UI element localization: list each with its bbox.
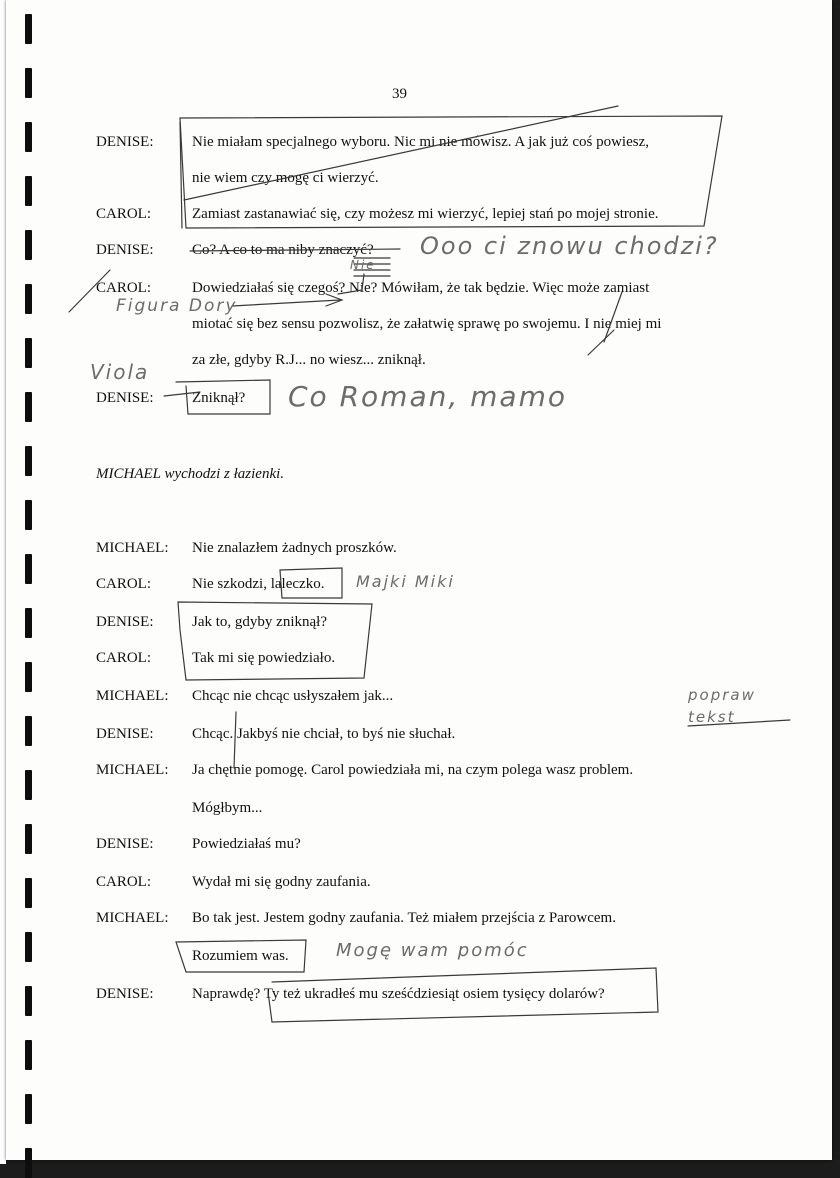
handwritten-note: Viola	[90, 360, 150, 384]
dialogue-line: Co? A co to ma niby znaczyć?	[192, 242, 374, 258]
speaker-label: MICHAEL:	[96, 688, 169, 704]
dialogue-line: Nie znalazłem żadnych proszków.	[192, 540, 397, 556]
dialogue-line: Chcąc. Jakbyś nie chciał, to byś nie słuchał.	[192, 726, 456, 742]
dialogue-line: Tak mi się powiedziało.	[192, 650, 336, 666]
speaker-label: CAROL:	[96, 576, 152, 592]
stage-direction: MICHAEL wychodzi z łazienki.	[96, 466, 285, 482]
speaker-label: CAROL:	[96, 874, 152, 890]
speaker-label: DENISE:	[96, 134, 154, 150]
handwritten-note: Majki Miki	[356, 572, 455, 591]
speaker-label: DENISE:	[96, 242, 154, 258]
handwritten-note: popraw tekst	[688, 686, 756, 726]
dialogue-line: miotać się bez sensu pozwolisz, że załatwię sprawę po swojemu. I nie miej mi	[192, 316, 662, 332]
speaker-label: CAROL:	[96, 280, 152, 296]
speaker-label: CAROL:	[96, 206, 152, 222]
dialogue-line: Jak to, gdyby zniknął?	[192, 614, 327, 630]
speaker-label: CAROL:	[96, 650, 152, 666]
dialogue-line: Zamiast zastanawiać się, czy możesz mi wierzyć, lepiej stań po mojej stronie.	[192, 206, 659, 222]
dialogue-line: Nie miałam specjalnego wyboru. Nic mi nie mówisz. A jak już coś powiesz,	[192, 134, 649, 150]
handwritten-note: Co Roman, mamo	[288, 380, 567, 413]
dialogue-line: Chcąc nie chcąc usłyszałem jak...	[192, 688, 394, 704]
dialogue-line: Bo tak jest. Jestem godny zaufania. Też miałem przejścia z Parowcem.	[192, 910, 616, 926]
speaker-label: DENISE:	[96, 726, 154, 742]
handwritten-note: Ooo ci znowu chodzi?	[420, 232, 719, 260]
speaker-label: DENISE:	[96, 390, 154, 406]
handwritten-note: Nie	[350, 258, 376, 272]
speaker-label: DENISE:	[96, 614, 154, 630]
dialogue-line: za złe, gdyby R.J... no wiesz... zniknął.	[192, 352, 426, 368]
dialogue-line: Dowiedziałaś się czegoś? Nie? Mówiłam, że tak będzie. Więc może zamiast	[192, 280, 650, 296]
dialogue-line: Wydał mi się godny zaufania.	[192, 874, 371, 890]
dialogue-line: Ja chętnie pomogę. Carol powiedziała mi, na czym polega wasz problem.	[192, 762, 634, 778]
speaker-label: DENISE:	[96, 986, 154, 1002]
speaker-label: MICHAEL:	[96, 762, 169, 778]
dialogue-line: Rozumiem was.	[192, 948, 289, 964]
dialogue-line: Nie szkodzi, laleczko.	[192, 576, 325, 592]
speaker-label: MICHAEL:	[96, 910, 169, 926]
dialogue-line: nie wiem czy mogę ci wierzyć.	[192, 170, 379, 186]
speaker-label: MICHAEL:	[96, 540, 169, 556]
dialogue-line: Mógłbym...	[192, 800, 263, 816]
speaker-label: DENISE:	[96, 836, 154, 852]
handwritten-note: Mogę wam pomóc	[336, 940, 529, 961]
dialogue-line: Powiedziałaś mu?	[192, 836, 301, 852]
dialogue-line: Naprawdę? Ty też ukradłeś mu sześćdziesiąt osiem tysięcy dolarów?	[192, 986, 605, 1002]
page-number: 39	[392, 86, 407, 102]
dialogue-line: Zniknął?	[192, 390, 246, 406]
handwritten-note: Figura Dory	[116, 296, 238, 316]
